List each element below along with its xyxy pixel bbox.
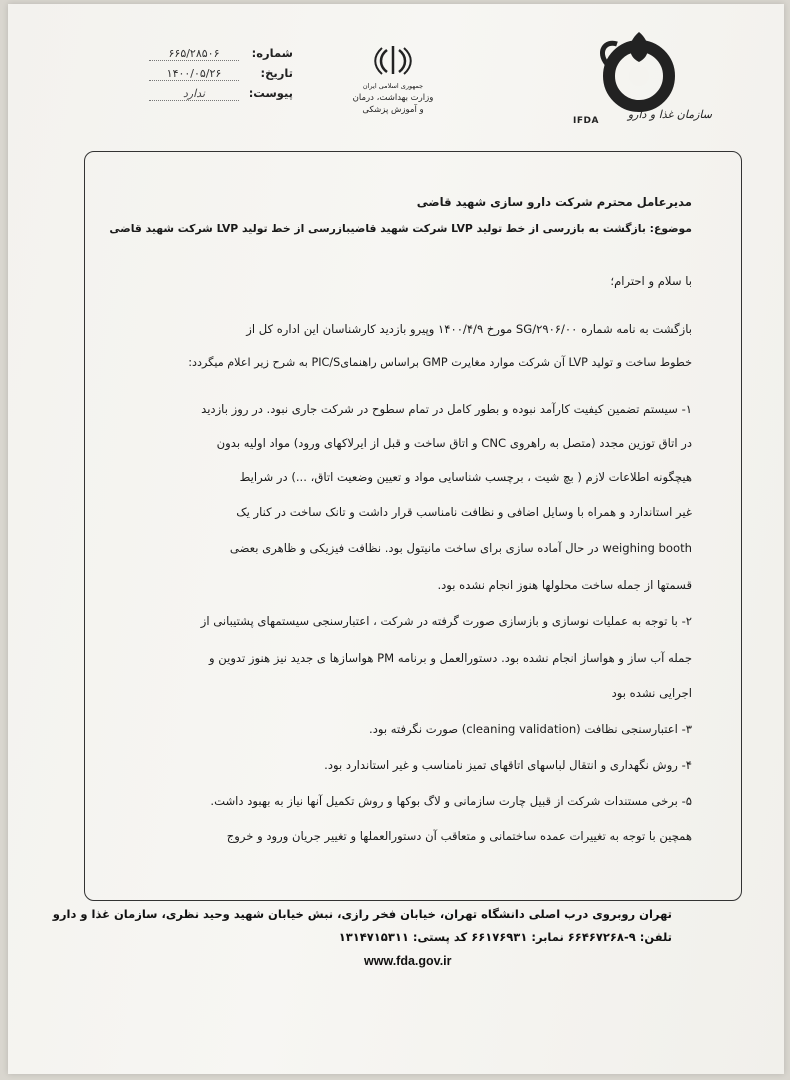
item-1-line-3: هیچگونه اطلاعات لازم ( بچ شیت ، برچسب شناسایی مواد و تعیین وضعیت اتاق، ...) در شرایط [239,470,692,484]
meta-date-value: ۱۴۰۰/۰۵/۲۶ [149,67,239,81]
item-1-line-4: غیر استاندارد و همراه با وسایل اضافی و نظافت نامناسب قرار داشت و تانک ساخت در کنار یک [236,505,692,519]
meta-attachment [133,86,293,106]
item-4-line-1: ۴- روش نگهداری و انتقال لباسهای اتاقهای تمیز نامناسب و غیر استاندارد بود. [324,758,692,772]
item-1-line-2: در اتاق توزین مجدد (متصل به راهروی CNC و اتاق ساخت و قبل از ایرلاکهای ورود) مواد اولیه بدون [216,436,692,450]
item-1-line-6: قسمتها از جمله ساخت محلولها هنوز انجام نشده بود. [437,578,692,592]
ifda-logo [567,24,712,134]
item-3-line-1: ۳- اعتبارسنجی نظافت (cleaning validation) صورت نگرفته بود. [369,722,692,736]
item-2-line-3: اجرایی نشده بود [611,686,692,700]
item-5-line-1: ۵- برخی مستندات شرکت از قبیل چارت سازمانی و لاگ بوکها و روش تکمیل آنها نیاز به بهبود داشت. [210,794,692,808]
meta-attachment-label: پیوست: [248,86,293,100]
letter-page [8,4,784,1074]
footer-website: www.fda.gov.ir [364,954,452,968]
meta-number [133,46,293,66]
footer-contact: تلفن: ۹-۶۶۴۶۷۲۶۸ نمابر: ۶۶۱۷۶۹۳۱ کد پستی: ۱۳۱۴۷۱۵۳۱۱ [338,930,672,944]
item-2-line-1: ۲- با توجه به عملیات نوسازی و بازسازی صورت گرفته در شرکت ، اعتبارسنجی سیستمهای پشتیبانی از [200,614,692,628]
ministry-emblem [338,44,448,116]
meta-date [133,66,293,86]
item-1-line-1: ۱- سیستم تضمین کیفیت کارآمد نبوده و بطور کامل در تمام سطوح در شرکت جاری نبود. در روز بازدید [201,402,692,416]
intro-line-2: خطوط ساخت و تولید LVP آن شرکت موارد مغایرت GMP براساس راهنمایPIC/S به شرح زیر اعلام میگردد: [188,356,692,369]
meta-number-label: شماره: [251,46,293,60]
subject-line: موضوع: بازگشت به بازرسی از خط تولید LVP شرکت شهید قاضیبازرسی از خط تولید LVP شرکت شهید قاضی [109,222,692,235]
letter-body-frame [84,151,742,901]
emblem-line-3: و آموزش پزشکی [362,105,424,115]
footer-address: تهران روبروی درب اصلی دانشگاه تهران، خیابان فخر رازی، نبش خیابان شهید وحید نظری، سازمان غذا و دارو [52,907,672,921]
iran-emblem-icon [373,44,413,76]
emblem-line-1: جمهوری اسلامی ایران [362,82,424,90]
intro-line-1: بازگشت به نامه شماره ۲۹۰۶/۰۰/SG مورخ ۱۴۰۰/۴/۹ وپیرو بازدید کارشناسان این اداره کل از [246,322,692,336]
logo-caption: سازمان غذا و دارو [627,108,712,121]
meta-date-label: تاریخ: [260,66,293,80]
item-1-line-5: weighing booth در حال آماده سازی برای ساخت مانیتول بود. نظافت فیزیکی و ظاهری بعضی [229,541,692,555]
recipient-line: مدیرعامل محترم شرکت دارو سازی شهید قاضی [416,195,692,209]
item-2-line-2: جمله آب ساز و هواساز انجام نشده بود. دستورالعمل و برنامه PM هواسازها ی جدید نیز هنوز تدوین و [209,651,692,665]
letter-meta [133,46,293,106]
ifda-logo-icon [567,24,712,114]
greeting: با سلام و احترام؛ [610,274,692,288]
emblem-line-2: وزارت بهداشت، درمان [352,93,434,103]
meta-attachment-value: ندارد [149,87,239,101]
meta-number-value: ۶۶۵/۲۸۵۰۶ [149,47,239,61]
logo-abbreviation: IFDA [573,116,599,126]
item-5-line-2: همچین با توجه به تغییرات عمده ساختمانی و متعاقب آن دستورالعملها و تغییر جریان ورود و خروج [226,829,692,843]
